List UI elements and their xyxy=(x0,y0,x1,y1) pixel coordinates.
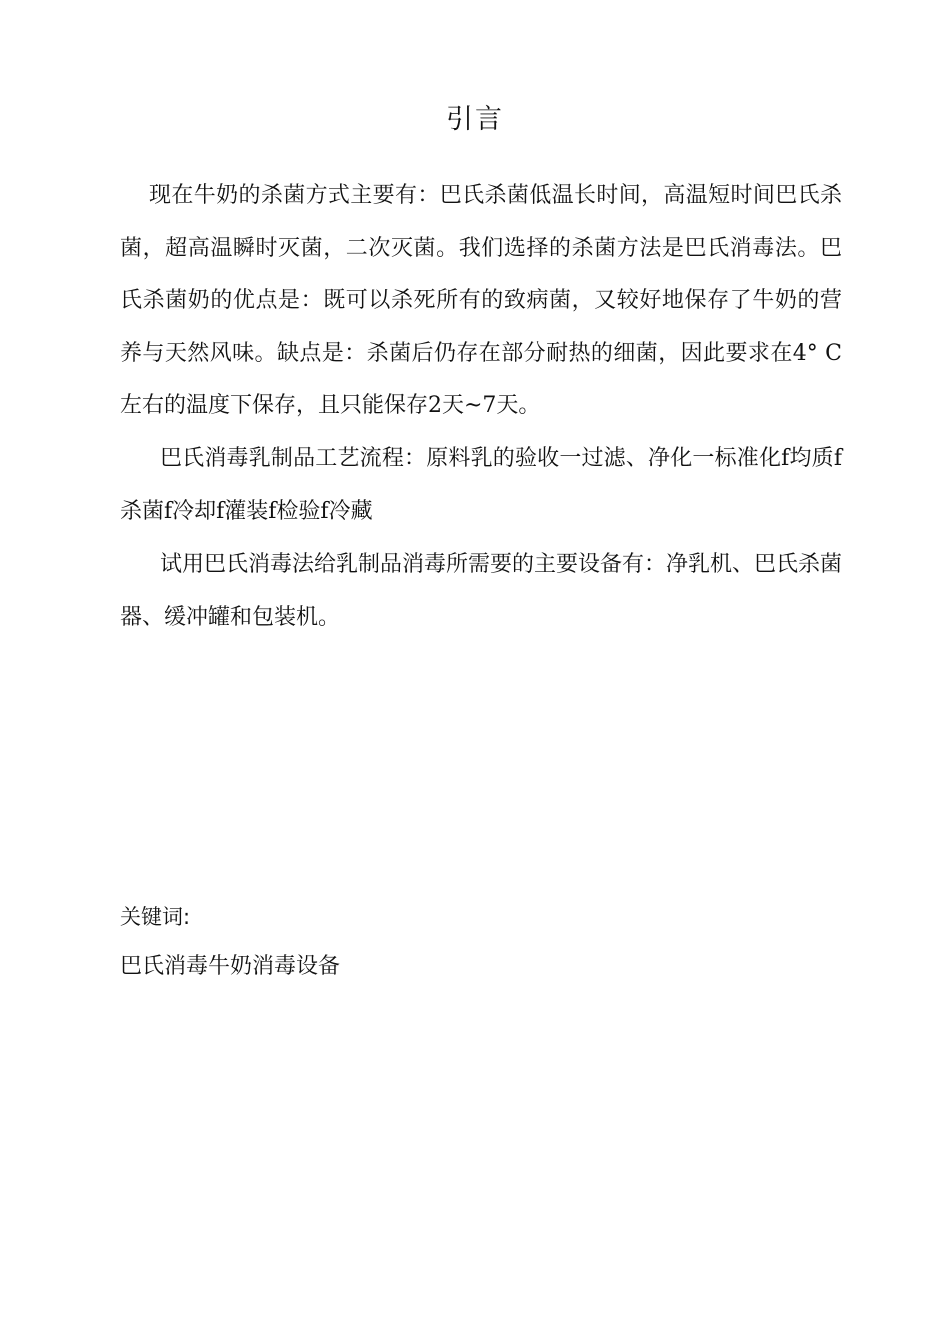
keywords-label: 关键词: xyxy=(120,905,191,929)
keywords-value: 巴氏消毒牛奶消毒设备 xyxy=(120,954,341,979)
intro-paragraph-sterilization-methods: 现在牛奶的杀菌方式主要有：巴氏杀菌低温长时间，高温短时间巴氏杀菌，超高温瞬时灭菌，二次灭菌。我们选择的杀菌方法是巴氏消毒法。巴氏杀菌奶的优点是：既可以杀死所有的致病菌，又较好地保存了牛奶的营养与天然风味。缺点是：杀菌后仍存在部分耐热的细菌，因此要求在4° C左右的温度下保存，且只能保存2天~7天。 xyxy=(120,183,842,418)
intro-paragraph-equipment: 试用巴氏消毒法给乳制品消毒所需要的主要设备有：净乳机、巴氏杀菌器、缓冲罐和包装机。 xyxy=(120,552,843,630)
page-title: 引言 xyxy=(446,104,504,135)
intro-paragraph-process-flow: 巴氏消毒乳制品工艺流程：原料乳的验收一过滤、净化一标准化f均质f杀菌f冷却f灌装f检验f冷藏 xyxy=(120,446,842,524)
